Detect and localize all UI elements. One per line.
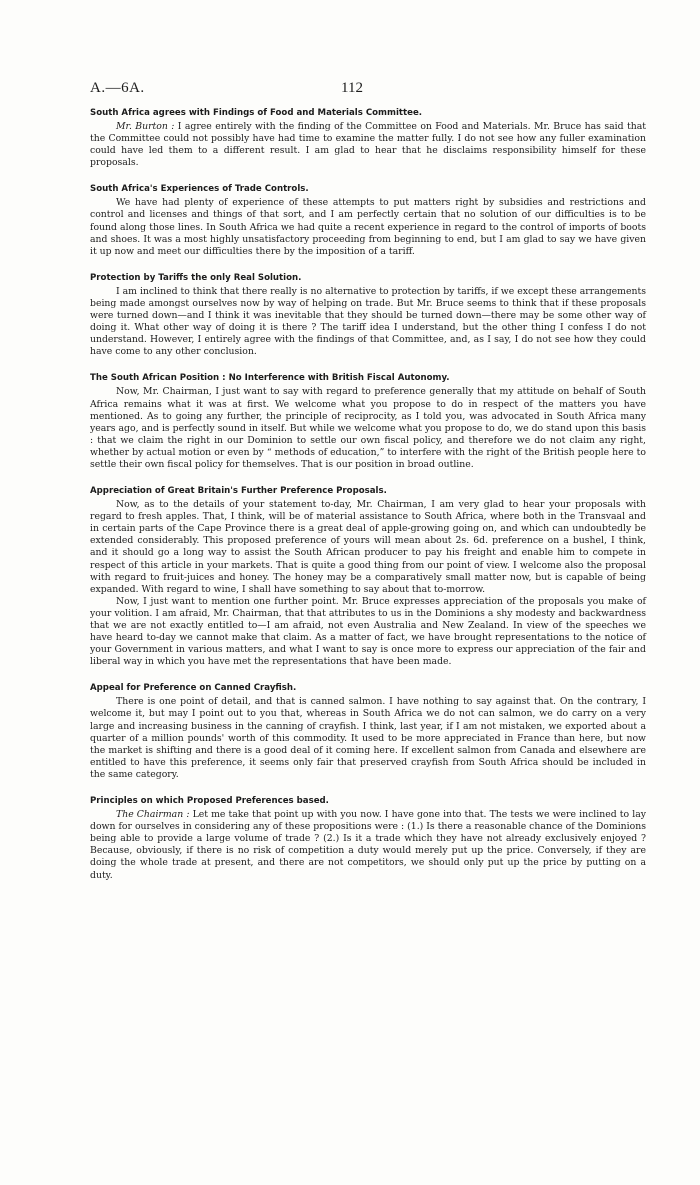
section-heading: Protection by Tariffs the only Real Solution. (90, 272, 302, 283)
paragraph-text: I am inclined to think that there really is no alternative to protection by tariffs, if we except these arrangements being made amongst ourselves now by way of helping on trade. But Mr. Bruce seems to think that if these proposals were turned down—and I think it was inevitable that they should be turned down—there may be some other way of doing it. What other way of doing it is there ? The tariff idea I understand, but the other thing I confess I do not understand. However, I entirely agree with the findings of that Committee, and, as I say, I do not see how they could have come to any other conclusion. (90, 285, 646, 358)
running-header (90, 80, 614, 98)
speaker-name: The Chairman : (116, 809, 190, 821)
section-heading: Appeal for Preference on Canned Crayfish. (90, 683, 297, 694)
paragraph-text: Now, Mr. Chairman, I just want to say with regard to preference generally that my attitude on behalf of South Africa remains what it was at first. We welcome what you propose to do in respect of the matters you have mentioned. As to going any further, the principle of reciprocity, as I told you, was advocated in South Africa many years ago, and is perfectly sound in itself. But while we welcome what you propose to do, we do stand upon this basis : that we claim the right in our Dominion to settle our own fiscal policy, and therefore we do not claim any right, whether by actual motion or even by “ methods of education,” to interfere with the right of the British people here to settle their own fiscal policy for themselves. That is our position in broad outline. (90, 386, 646, 470)
paragraph-text: There is one point of detail, and that is canned salmon. I have nothing to say against that. On the contrary, I welcome it, but may I point out to you that, whereas in South Africa we do not can salmon, we do carry on a very large and increasing business in the canning of crayfish. I think, last year, if I am not mistaken, we exported about a quarter of a million pounds' worth of this commodity. It used to be more appreciated in France than here, but now the market is shifting and there is a good deal of it coming here. If excellent salmon from Canada and elsewhere are entitled to have this preference, it seems only fair that preserved crayfish from South Africa should be included in the same category. (90, 696, 646, 780)
paragraph (90, 596, 646, 669)
paragraph (90, 121, 646, 169)
paragraph (90, 696, 646, 781)
section-principles-of-preferences (90, 795, 646, 882)
paragraph (90, 286, 646, 359)
paragraph (90, 386, 646, 471)
paragraph-text: We have had plenty of experience of these attempts to put matters right by subsidies and restrictions and control and licenses and things of that sort, and I am perfectly certain that no solution of our difficulties is to be found along those lines. In South Africa we had quite a recent experience in regard to the control of imports of boots and shoes. It was a most highly unsatisfactory proceeding from beginning to end, but I am glad to say we have given it up now and meet our difficulties there by the imposition of a tariff. (90, 197, 646, 257)
report-reference: A.—6A. (90, 80, 145, 96)
paragraph-text: Now, I just want to mention one further point. Mr. Bruce expresses appreciation of the proposals you make of your volition. I am afraid, Mr. Chairman, that that attributes to us in the Dominions a shy modesty and backwardness that we are not exactly entitled to—I am afraid, not even Australia and New Zealand. In view of the speeches we have heard to-day we cannot make that claim. As a matter of fact, we have brought representations to the notice of your Government in various matters, and what I want to say is once more to express our appreciation of the fair and liberal way in which you have met the representations that have been made. (90, 595, 646, 668)
paragraph (90, 197, 646, 257)
section-trade-controls (90, 183, 646, 257)
paragraph (90, 499, 646, 596)
section-heading: Principles on which Proposed Preferences based. (90, 796, 329, 807)
section-heading: The South African Position : No Interference with British Fiscal Autonomy. (90, 373, 450, 384)
paragraph-text: I agree entirely with the finding of the Committee on Food and Materials. Mr. Bruce has said that the Committee could not possibly have had time to examine the matter fully. I do not see how any fuller examination could have led them to a different result. I am glad to hear that he disclaims responsibility himself for these proposals. (90, 121, 646, 169)
section-canned-crayfish (90, 682, 646, 781)
document-body (90, 107, 646, 896)
page-number: 112 (341, 80, 363, 96)
paragraph-text: Now, as to the details of your statement to-day, Mr. Chairman, I am very glad to hear your proposals with regard to fresh apples. That, I think, will be of material assistance to South Africa, where both in the Transvaal and in certain parts of the Cape Province there is a great deal of apple-growing going on, and which can undoubtedly be extended considerably. This proposed preference of yours will mean about 2s. 6d. preference on a bushel, I think, and it should go a long way to assist the South African producer to pay his freight and enable him to compete in respect of this article in your markets. That is quite a good thing from our point of view. I welcome also the proposal with regard to fruit-juices and honey. The honey may be a comparatively small matter now, but is capable of being expanded. With regard to wine, I shall have something to say about that to-morrow. (90, 499, 646, 595)
section-protection-by-tariffs (90, 272, 646, 359)
section-south-africa-agrees (90, 107, 646, 169)
section-heading: Appreciation of Great Britain's Further Preference Proposals. (90, 486, 387, 497)
paragraph (90, 809, 646, 882)
speaker-name: Mr. Burton : (116, 121, 175, 132)
section-appreciation-of-preference (90, 485, 646, 668)
section-south-african-position (90, 372, 646, 471)
paragraph-text: Let me take that point up with you now. I have gone into that. The tests we were inclined to lay down for ourselves in considering any of these propositions were : (1.) Is there a reasonable chance of the Dominions being able to provide a large volume of trade ? (2.) Is it a trade which they have not already exclusively enjoyed ? Because, obviously, if there is no risk of competition a duty would merely put up the price. Conversely, if they are doing the whole trade at present, and there are not competitors, we should only put up the price by putting on a duty. (90, 809, 646, 881)
section-heading: South Africa agrees with Findings of Food and Materials Committee. (90, 108, 423, 118)
section-heading: South Africa's Experiences of Trade Controls. (90, 184, 309, 195)
